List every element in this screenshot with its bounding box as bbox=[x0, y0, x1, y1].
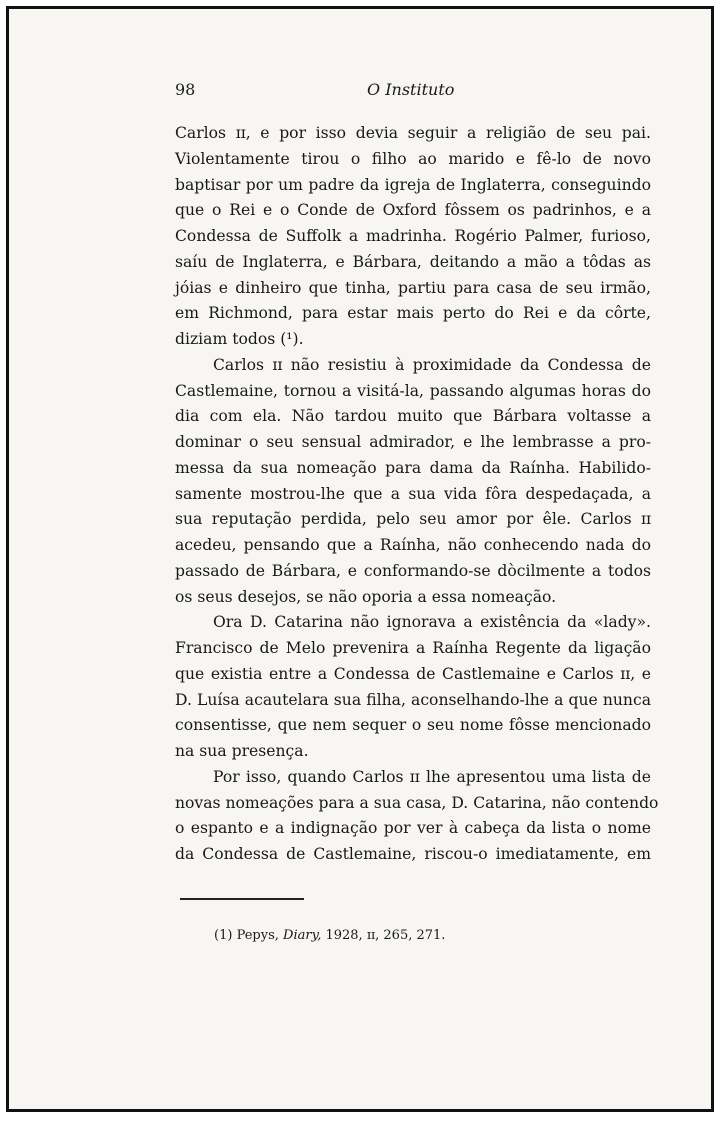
text-line: em Richmond, para estar mais perto do Rei e da côrte, bbox=[175, 304, 651, 323]
text-line: passado de Bárbara, e conformando-se dòcilmente a todos bbox=[175, 561, 651, 580]
text-line: acedeu, pensando que a Raínha, não conhecendo nada do bbox=[175, 536, 651, 554]
footnote-marker: (1) bbox=[214, 928, 233, 943]
body-text bbox=[175, 121, 659, 868]
text-line: baptisar por um padre da igreja de Inglaterra, conseguindo bbox=[175, 175, 651, 194]
text-line: samente mostrou-lhe que a sua vida fôra despedaçada, a bbox=[175, 484, 651, 503]
text-line: dia com ela. Não tardou muito que Bárbara voltasse a bbox=[175, 407, 651, 426]
text-line: consentisse, que nem sequer o seu nome fôsse mencionado bbox=[175, 716, 651, 735]
text-line: jóias e dinheiro que tinha, partiu para casa de seu irmão, bbox=[175, 278, 651, 297]
footnote-author: Pepys, bbox=[236, 928, 279, 943]
text-line: dominar o seu sensual admirador, e lhe lembrasse a pro- bbox=[175, 433, 651, 451]
text-line: sua reputação perdida, pelo seu amor por êle. Carlos ɪɪ bbox=[175, 510, 651, 529]
text-line: Francisco de Melo prevenira a Raínha Regente da ligação bbox=[175, 639, 651, 657]
running-title: O Instituto bbox=[367, 80, 455, 99]
footnote-title: Diary, bbox=[283, 928, 322, 943]
text-line: saíu de Inglaterra, e Bárbara, deitando a mão a tôdas as bbox=[175, 252, 651, 271]
text-line: Carlos ɪɪ não resistiu à proximidade da Condessa de bbox=[213, 355, 651, 374]
text-line: Condessa de Suffolk a madrinha. Rogério Palmer, furioso, bbox=[175, 227, 651, 245]
text-line: Ora D. Catarina não ignorava a existência da «lady». bbox=[213, 613, 651, 632]
text-line: D. Luísa acautelara sua filha, aconselhando-lhe a que nunca bbox=[175, 690, 651, 709]
footnote-divider bbox=[180, 898, 304, 900]
text-line: Por isso, quando Carlos ɪɪ lhe apresentou uma lista de bbox=[213, 767, 651, 786]
text-line: na sua presença. bbox=[175, 742, 309, 760]
footnote bbox=[214, 928, 445, 943]
text-line: o espanto e a indignação por ver à cabeça da lista o nome bbox=[175, 819, 651, 838]
text-line: que existia entre a Condessa de Castlemaine e Carlos ɪɪ, e bbox=[175, 664, 651, 683]
text-line: Carlos ɪɪ, e por isso devia seguir a religião de seu pai. bbox=[175, 124, 651, 142]
text-line: diziam todos (¹). bbox=[175, 330, 304, 348]
text-line: que o Rei e o Conde de Oxford fôssem os padrinhos, e a bbox=[175, 201, 651, 220]
text-line: messa da sua nomeação para dama da Raínha. Habilido- bbox=[175, 458, 651, 477]
page-number: 98 bbox=[175, 80, 196, 99]
text-line: Castlemaine, tornou a visitá-la, passando algumas horas do bbox=[175, 381, 651, 400]
text-line: da Condessa de Castlemaine, riscou-o imediatamente, em bbox=[175, 845, 651, 863]
text-line: os seus desejos, se não oporia a essa nomeação. bbox=[175, 587, 557, 606]
text-line: novas nomeações para a sua casa, D. Catarina, não contendo bbox=[175, 793, 659, 812]
footnote-reference: 1928, ɪɪ, 265, 271. bbox=[325, 928, 446, 943]
page-header bbox=[175, 80, 651, 104]
text-line: Violentamente tirou o filho ao marido e fê-lo de novo bbox=[175, 149, 651, 168]
